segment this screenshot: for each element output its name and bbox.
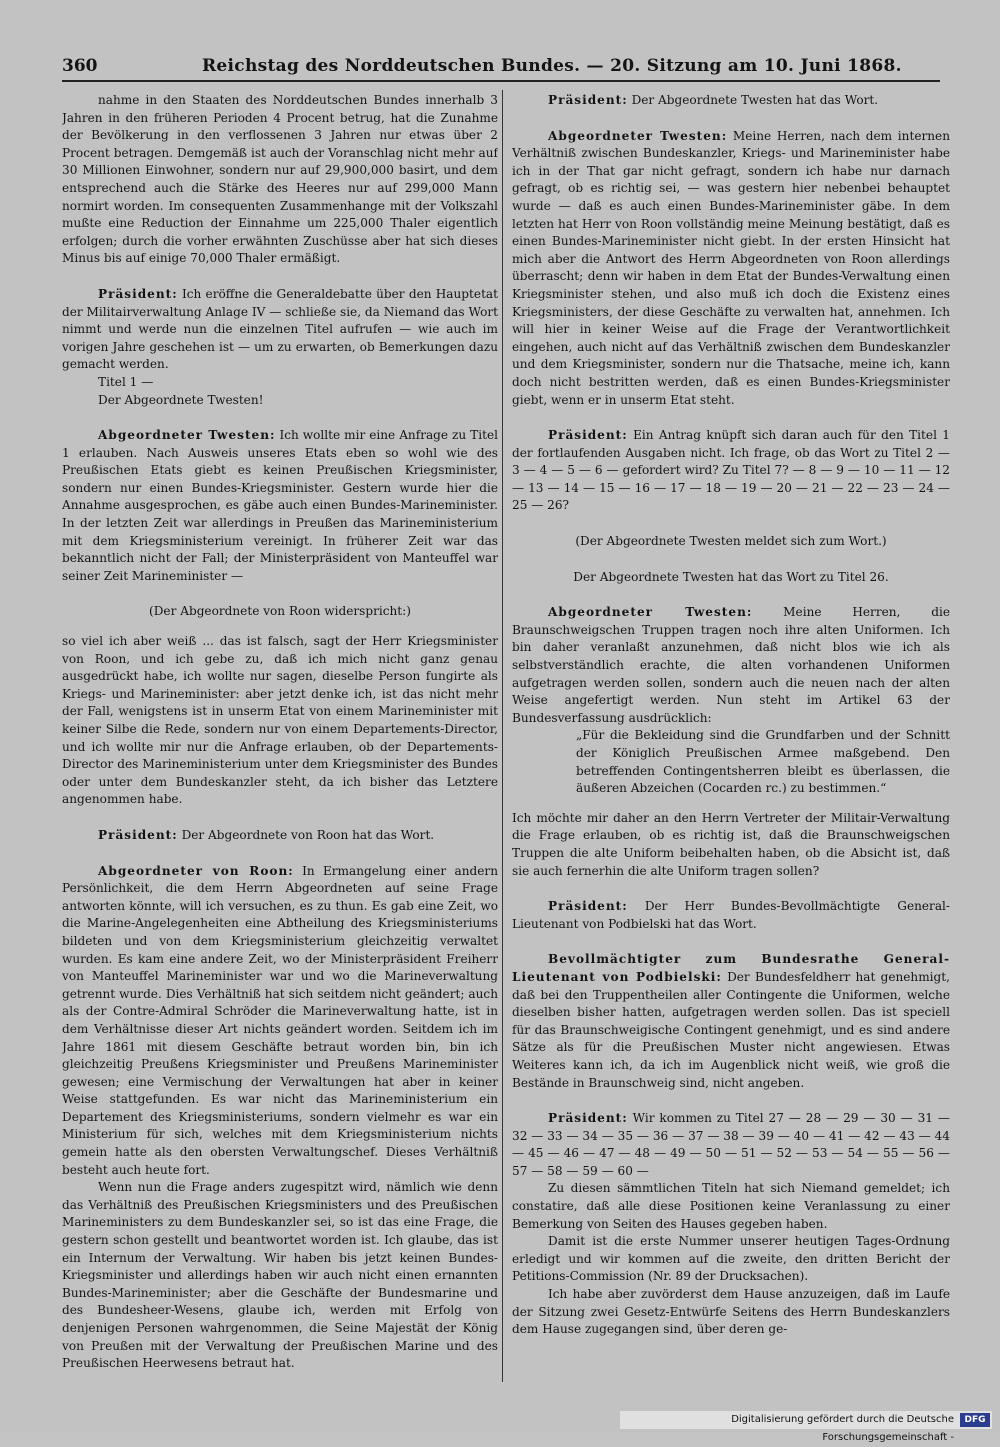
speaker-name: Bevollmächtigter zum Bundesrathe General-Lieutenant von Podbielski: xyxy=(512,952,950,984)
paragraph xyxy=(512,1110,950,1180)
paragraph xyxy=(62,827,498,845)
header-rule xyxy=(62,80,940,82)
speaker-name: Präsident: xyxy=(548,93,628,107)
page-header xyxy=(62,54,942,80)
page-number: 360 xyxy=(62,56,98,76)
paragraph xyxy=(512,1286,950,1339)
paragraph xyxy=(512,727,950,797)
paragraph-text: (Der Abgeordnete Twesten meldet sich zum Wort.) xyxy=(575,534,887,549)
paragraph xyxy=(512,604,950,727)
paragraph xyxy=(62,633,498,809)
column-divider xyxy=(502,90,503,1382)
paragraph-text: Der Abgeordnete Twesten! xyxy=(98,392,264,407)
paragraph-text: Meine Herren, nach dem internen Verhältniß zwischen Bundeskanzler, Kriegs- und Marineminister habe ich in der That gar nicht gefragt, sondern ich habe nur darnach gefragt, ob es richtig sei, — was gestern hier nebenbei behauptet wurde — daß es auch einen Bundes-Marineminister gäbe. In dem letzten hat Herr von Roon vollständig meine Meinung bestätigt, daß es einen Bundes-Marineminister nicht giebt. In der ersten Hinsicht hat mich aber die Antwort des Herrn Abgeordneten von Roon allerdings überrascht; denn wir haben in dem Etat der Bundes-Verwaltung einen Kriegsminister stehen, und also muß ich doch die Existenz eines Kriegsministers, der diese Geschäfte zu verwalten hat, annehmen. Ich will hier in keiner Weise auf die Frage der Verantwortlichkeit eingehen, auch nicht auf das Verhältniß zwischen dem Bundeskanzler und dem Kriegsminister, sondern nur die Thatsache, meine ich, kann doch nicht bestritten werden, daß es einen Bundes-Kriegsminister giebt, wenn er in unserm Etat steht. xyxy=(512,128,950,407)
paragraph xyxy=(512,533,950,551)
paragraph xyxy=(62,863,498,1180)
footer-text: Digitalisierung gefördert durch die Deutsche Forschungsgemeinschaft - xyxy=(731,1414,954,1443)
paragraph-text: Ich wollte mir eine Anfrage zu Titel 1 erlauben. Nach Ausweis unseres Etats eben so wohl wie des Preußischen Etats giebt es keinen Preußischen Kriegsminister, sondern nur einen Bundes-Kriegsminister. Gestern wurde hier die Annahme ausgesprochen, es gäbe auch einen Bundes-Marineminister. In der letzten Zeit war allerdings in Preußen das Marineministerium mit dem Kriegsministerium vereinigt. In früherer Zeit war das bekanntlich nicht der Fall; der Ministerpräsident von Manteuffel war seiner Zeit Marineminister — xyxy=(62,428,498,583)
speaker-name: Präsident: xyxy=(98,827,178,842)
paragraph-text: Wenn nun die Frage anders zugespitzt wird, nämlich wie denn das Verhältniß des Preußischen Kriegsministers und des Preußischen Marineministers zu dem Bundeskanzler sei, so ist das eine Frage, die gestern schon gestellt und beantwortet worden ist. Ich glaube, das ist ein Internum der Verwaltung. Wir haben bis jetzt keinen Bundes-Kriegsminister und allerdings haben wir auch nicht einen ernannten Bundes-Marineminister; aber die Geschäfte der Bundesmarine und des Bundesheer-Wesens, glaube ich, werden mit Erfolg von denjenigen Personen wahrgenommen, die Seine Majestät der König von Preußen mit der Verwaltung der Preußischen Marine und des Preußischen Heerwesens betraut hat. xyxy=(62,1180,498,1371)
paragraph-text: Der Herr Bundes-Bevollmächtigte General-Lieutenant von Podbielski hat das Wort. xyxy=(512,899,950,931)
paragraph xyxy=(62,374,498,392)
paragraph-text: (Der Abgeordnete von Roon widerspricht:) xyxy=(149,604,411,619)
paragraph-text: Ich habe aber zuvörderst dem Hause anzuzeigen, daß im Laufe der Sitzung zwei Gesetz-Entwürfe Seitens des Herrn Bundeskanzlers dem Hause zugegangen sind, über deren ge- xyxy=(512,1287,950,1337)
speaker-name: Abgeordneter Twesten: xyxy=(98,428,276,443)
paragraph-text: In Ermangelung einer andern Persönlichkeit, die dem Herrn Abgeordneten auf seine Frage antworten könnte, will ich versuchen, es zu thun. Es gab eine Zeit, wo die Marine-Angelegenheiten eine Abtheilung des Kriegsministeriums bildeten und von dem Kriegsministerium gleichzeitig verwaltet wurden. Es kam eine andere Zeit, wo der Ministerpräsident Freiherr von Manteuffel Marineminister war und wo die Marineverwaltung getrennt wurde. Dies Verhältniß hat sich seitdem nicht geändert; auch als der Contre-Admiral Schröder die Marineverwaltung hatte, ist in dem Verhältnisse dieser Art nichts geändert worden. Seitdem ich im Jahre 1861 mit diesem Geschäfte betraut worden bin, bin ich gleichzeitig Preußens Kriegsminister und Preußens Marineminister gewesen; eine Vermischung der Verwaltungen hat aber in keiner Weise stattgefunden. Es war nicht das Marineministerium ein Departement des Kriegsministeriums, sondern vielmehr es war ein Ministerium für sich, welches mit dem Kriegsministerium nichts gemein hatte als den obersten Verwaltungschef. Dieses Verhältniß besteht auch heute fort. xyxy=(62,863,498,1177)
paragraph-text: „Für die Bekleidung sind die Grundfarben und der Schnitt der Königlich Preußischen Armee maßgebend. Den betreffenden Contingentsherren bleibt es überlassen, die äußeren Abzeichen (Cocarden rc.) zu bestimmen.“ xyxy=(576,728,950,796)
paragraph-text: Der Abgeordnete von Roon hat das Wort. xyxy=(181,827,435,842)
paragraph-text: Der Bundesfeldherr hat genehmigt, daß bei den Truppentheilen aller Contingente die Uniformen, welche dieselben bisher hatten, aufgetragen werden sollen. Das ist speciell für das Braunschweigische Contingent genehmigt, und es sind andere Sätze als für die Preußischen Muster nicht angewiesen. Etwas Weiteres kann ich, da ich im Augenblick nicht weiß, wie groß die Bestände in Braunschweig sind, nicht angeben. xyxy=(512,969,950,1090)
paragraph-text: Ein Antrag knüpft sich daran auch für den Titel 1 der fortlaufenden Ausgaben nicht. Ich frage, ob das Wort zu Titel 2 — 3 — 4 — 5 — 6 — gefordert wird? Zu Titel 7? — 8 — 9 — 10 — 11 — 12 — 13 — 14 — 15 — 16 — 17 — 18 — 19 — 20 — 21 — 22 — 23 — 24 — 25 — 26? xyxy=(512,428,950,513)
paragraph xyxy=(512,951,950,1092)
dfg-logo: DFG xyxy=(960,1413,990,1427)
paragraph xyxy=(512,92,950,110)
paragraph-text: Wir kommen zu Titel 27 — 28 — 29 — 30 — 31 — 32 — 33 — 34 — 35 — 36 — 37 — 38 — 39 — 40 — 41 — 42 — 43 — 44 — 45 — 46 — 47 — 48 — 49 — 50 — 51 — 52 — 53 — 54 — 55 — 56 — 57 — 58 — 59 — 60 — xyxy=(512,1111,950,1178)
paragraph-text: Der Abgeordnete Twesten hat das Wort. xyxy=(631,93,879,107)
speaker-name: Abgeordneter von Roon: xyxy=(98,863,294,878)
speaker-name: Präsident: xyxy=(548,428,628,443)
speaker-name: Abgeordneter Twesten: xyxy=(548,128,728,143)
running-title: Reichstag des Norddeutschen Bundes. — 20. Sitzung am 10. Juni 1868. xyxy=(202,56,902,76)
paragraph-text: Meine Herren, die Braunschweigschen Truppen tragen noch ihre alten Uniformen. Ich bin daher veranlaßt anzunehmen, daß nicht blos wie ich als selbstverständlich erachte, die alten vorhandenen Uniformen aufgetragen werden sollen, sondern auch die neuen nach der alten Weise angefertigt werden. Nun steht im Artikel 63 der Bundesverfassung ausdrücklich: xyxy=(512,605,950,725)
paragraph xyxy=(512,1180,950,1233)
speaker-name: Abgeordneter Twesten: xyxy=(548,605,753,620)
left-column xyxy=(62,92,498,1392)
paragraph-text: Ich möchte mir daher an den Herrn Vertreter der Militair-Verwaltung die Frage erlauben, ob es richtig ist, daß die Braunschweigschen Truppen die alte Uniform beibehalten haben, ob die Absicht ist, daß sie auch fernerhin die alte Uniform tragen sollen? xyxy=(512,810,950,878)
footer-credit xyxy=(620,1411,992,1443)
paragraph xyxy=(62,427,498,585)
paragraph-text: Zu diesen sämmtlichen Titeln hat sich Niemand gemeldet; ich constatire, daß alle diese Positionen keine Veranlassung zu einer Bemerkung von Seiten des Hauses gegeben haben. xyxy=(512,1181,950,1231)
speaker-name: Präsident: xyxy=(548,899,628,914)
paragraph xyxy=(62,392,498,410)
paragraph xyxy=(512,898,950,933)
paragraph-text: Der Abgeordnete Twesten hat das Wort zu Titel 26. xyxy=(573,569,889,584)
paragraph xyxy=(62,92,498,268)
right-column xyxy=(512,92,950,1392)
paragraph-text: nahme in den Staaten des Norddeutschen Bundes innerhalb 3 Jahren in den früheren Perioden 4 Procent betrug, hat die Zunahme der Bevölkerung in den verflossenen 3 Jahren nur etwas über 2 Procent betragen. Demgemäß ist auch der Voranschlag nicht mehr auf 30 Millionen Einwohner, sondern nur auf 29,900,000 basirt, und dem entsprechend auch die Stärke des Heeres nur auf 299,000 Mann normirt worden. Im consequenten Zusammenhange mit der Volkszahl mußte eine Reduction der Einnahme um 225,000 Thaler eigentlich erfolgen; durch die vorher erwähnten Zuschüsse aber hat sich dieses Minus bis auf einige 70,000 Thaler ermäßigt. xyxy=(62,93,498,266)
paragraph xyxy=(512,569,950,587)
paragraph xyxy=(512,810,950,880)
paragraph xyxy=(62,286,498,374)
speaker-name: Präsident: xyxy=(98,286,178,301)
paragraph xyxy=(62,603,498,621)
paragraph-text: Titel 1 — xyxy=(98,374,154,389)
speaker-name: Präsident: xyxy=(548,1111,628,1126)
paragraph xyxy=(512,427,950,515)
paragraph-text: so viel ich aber weiß ... das ist falsch, sagt der Herr Kriegsminister von Roon, und ich gebe zu, daß ich mich nicht ganz genau ausgedrückt habe, ich wollte nur sagen, dieselbe Person fungirte als Kriegs- und Marineminister: aber jetzt denke ich, ist das nicht mehr der Fall, wenigstens ist in unserm Etat von einem Marineminister mit keiner Silbe die Rede, sondern nur von einem Departements-Director, und ich wollte mir nur die Anfrage erlauben, ob der Departements-Director des Marineministerium unter dem Kriegsminister des Bundes oder unter dem Bundeskanzler steht, da ich bisher das Letztere angenommen habe. xyxy=(62,634,498,807)
paragraph xyxy=(512,128,950,410)
paragraph-text: Ich eröffne die Generaldebatte über den Hauptetat der Militairverwaltung Anlage IV — schließe sie, da Niemand das Wort nimmt und werde nun die einzelnen Titel aufrufen — wie auch im vorigen Jahre geschehen ist — um zu erwarten, ob Bemerkungen dazu gemacht werden. xyxy=(62,286,498,372)
paragraph xyxy=(62,1179,498,1373)
paragraph xyxy=(512,1233,950,1286)
paragraph-text: Damit ist die erste Nummer unserer heutigen Tages-Ordnung erledigt und wir kommen auf die zweite, den dritten Bericht der Petitions-Commission (Nr. 89 der Drucksachen). xyxy=(512,1234,950,1284)
